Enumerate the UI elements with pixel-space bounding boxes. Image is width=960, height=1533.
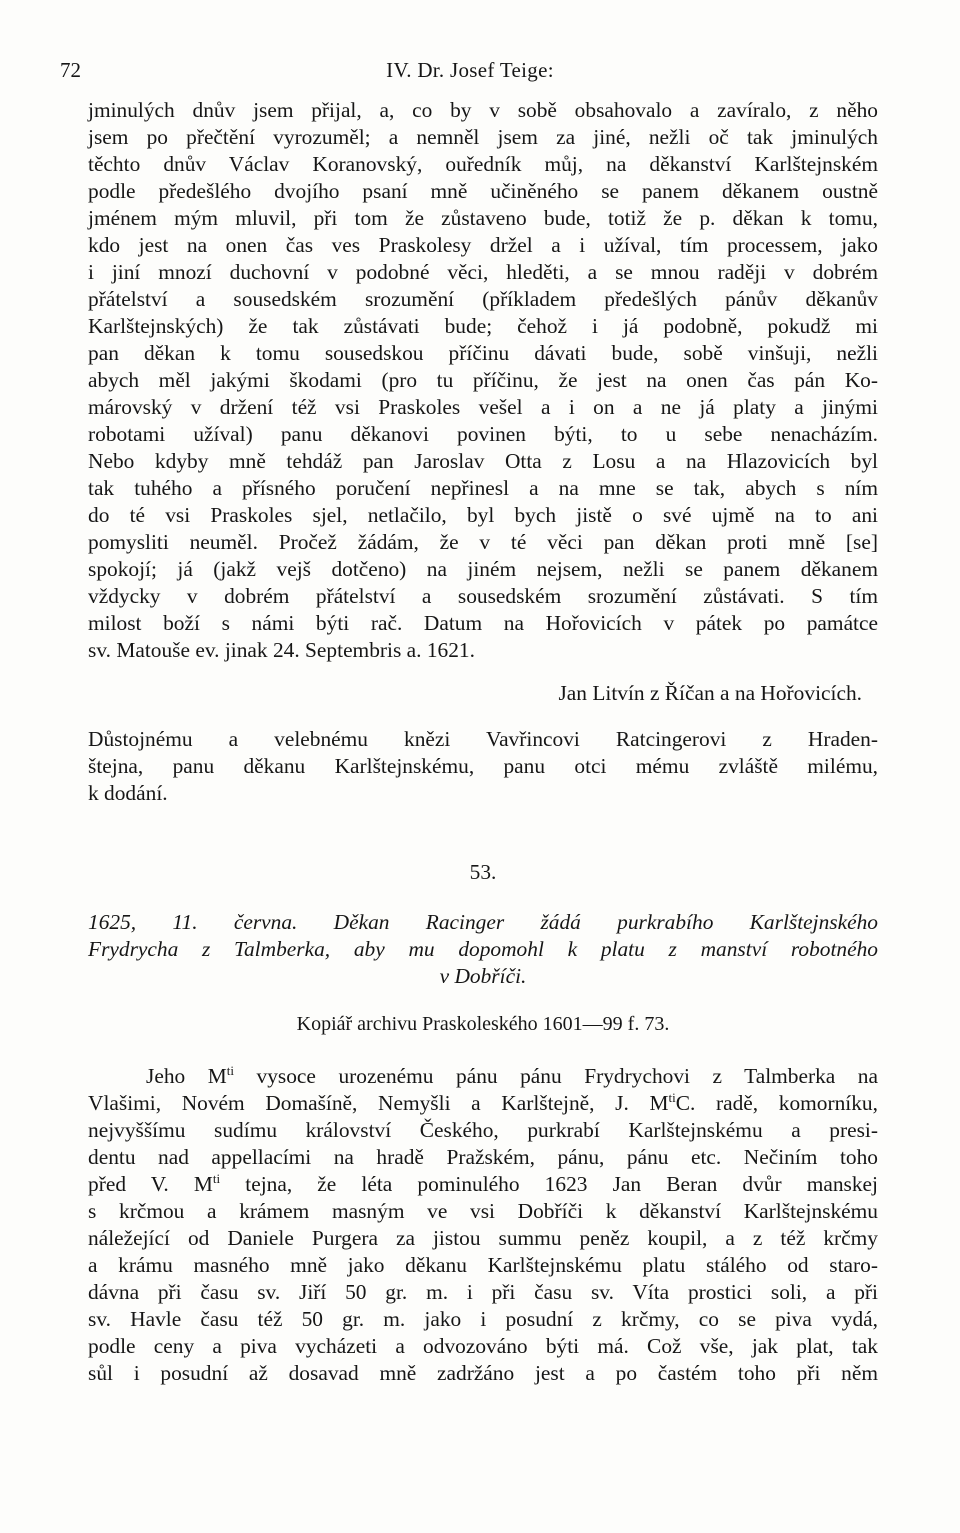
summary-line: 1625, 11. června. Děkan Racinger žádá purkrabího Karlštejnského	[88, 910, 878, 934]
text-line: přátelství a sousedském srozumění (příkladem předešlých pánův děkanův	[88, 287, 878, 311]
text-line-last: sv. Matouše ev. jinak 24. Septembris a. 1621.	[88, 638, 475, 662]
text-line: a krámu masného mně jako děkanu Karlštejnskému platu stálého od staro-	[88, 1253, 878, 1277]
text-line: dávna při času sv. Jiří 50 gr. m. i při času sv. Víta prostici soli, a při	[88, 1280, 878, 1304]
page-header	[60, 58, 880, 94]
text-line: jménem mým mluvil, při tom že zůstaveno bude, totiž že p. děkan k tomu,	[88, 206, 878, 230]
text-line: nejvyššímu sudímu království Českého, purkrabí Karlštejnskému a presi-	[88, 1118, 878, 1142]
text-line: sv. Havle času též 50 gr. m. jako i posudní z krčmy, co se piva vydá,	[88, 1307, 878, 1331]
text-line: do té vsi Praskoles sjel, netlačilo, byl bych jistě o své ujmě na to ani	[88, 503, 878, 527]
signature: Jan Litvín z Říčan a na Hořovicích.	[558, 681, 862, 705]
text-line: spokojí; já (jakž vejš dotčeno) na jiném nejsem, nežli se panem děkanem	[88, 557, 878, 581]
text-line: Nebo kdyby mně tehdáž pan Jaroslav Otta z Losu a na Hlazovicích byl	[88, 449, 878, 473]
text-line: sůl i posudní až dosavad mně zadržáno jest a po častém toho při něm	[88, 1361, 878, 1385]
text-line: pomysliti neuměl. Pročež žádám, že v té věci pan děkan proti mně [se]	[88, 530, 878, 554]
text-line: robotami užíval) panu děkanovi povinen býti, to u sebe nenacházím.	[88, 422, 878, 446]
text-line: pan děkan k tomu sousedskou příčinu dávati bude, sobě vinšuji, nežli	[88, 341, 878, 365]
text-line: tak tuhého a přísného poručení nepřinesl a na mne se tak, abych s ním	[88, 476, 878, 500]
address-line: k dodání.	[88, 781, 168, 805]
page-number: 72	[60, 58, 81, 82]
source-citation: Kopiář archivu Praskoleského 1601—99 f. 73.	[296, 1013, 670, 1035]
document-number: 53.	[469, 860, 497, 884]
text-line: těchto dnův Václav Koranovský, ouředník můj, na děkanství Karlštejnském	[88, 152, 878, 176]
text-line: milost boží s námi býti rač. Datum na Hořovicích v pátek po památce	[88, 611, 878, 635]
text-line: před V. $M^{ti}$ tejna, že léta pominulého 1623 Jan Beran dvůr manskej	[88, 1170, 878, 1196]
text-line: náležející od Daniele Purgera za jistou summu peněz koupil, a z též krčmy	[88, 1226, 878, 1250]
text-line: podle předešlého dvojího psaní mně učiněného se panem děkanem oustně	[88, 179, 878, 203]
address-line: štejna, panu děkanu Karlštejnskému, panu otci mému zvláště milému,	[88, 754, 878, 778]
text-line: jsem po přečtění vyrozuměl; a nemněl jsem za jiné, nežli oč tak jminulých	[88, 125, 878, 149]
text-line: podle ceny a piva vycházeti a odvozováno býti má. Což vše, jak plat, tak	[88, 1334, 878, 1358]
text-line: Vlašimi, Novém Domašíně, Nemyšli a Karlštejně, J. $M^{ti}C$. radě, komorníku,	[88, 1089, 878, 1115]
text-line: Jeho $M^{ti}$ vysoce urozenému pánu pánu Frydrychovi z Talmberka na	[146, 1062, 878, 1088]
text-line: vždycky v dobrém přátelství a sousedském srozumění zůstávati. S tím	[88, 584, 878, 608]
text-line: dentu nad appellacími na hradě Pražském, pánu, pánu etc. Nečiním toho	[88, 1145, 878, 1169]
text-line: abych měl jakými škodami (pro tu příčinu, že jest na onen čas pán Ko-	[88, 368, 878, 392]
text-line: márovský v držení též vsi Praskoles vešel a i on a ne já platy a jinými	[88, 395, 878, 419]
text-line: s krčmou a krámem masným ve vsi Dobříči k děkanství Karlštejnskému	[88, 1199, 878, 1223]
text-line: Karlštejnských) že tak zůstávati bude; čehož i já podobně, pokudž mi	[88, 314, 878, 338]
summary-line: v Dobříči.	[439, 964, 527, 988]
summary-line: Frydrycha z Talmberka, aby mu dopomohl k platu z manství robotného	[88, 937, 878, 961]
text-line: kdo jest na onen čas ves Praskolesy držel a i užíval, tím processem, jako	[88, 233, 878, 257]
text-line: jminulých dnův jsem přijal, a, co by v sobě obsahovalo a zavíralo, z něho	[88, 98, 878, 122]
address-line: Důstojnému a velebnému knězi Vavřincovi Ratcingerovi z Hraden-	[88, 727, 878, 751]
running-head: IV. Dr. Josef Teige:	[386, 58, 554, 82]
text-line: i jiní mnozí duchovní v podobné věci, hleděti, a se mnou raději v dobrém	[88, 260, 878, 284]
